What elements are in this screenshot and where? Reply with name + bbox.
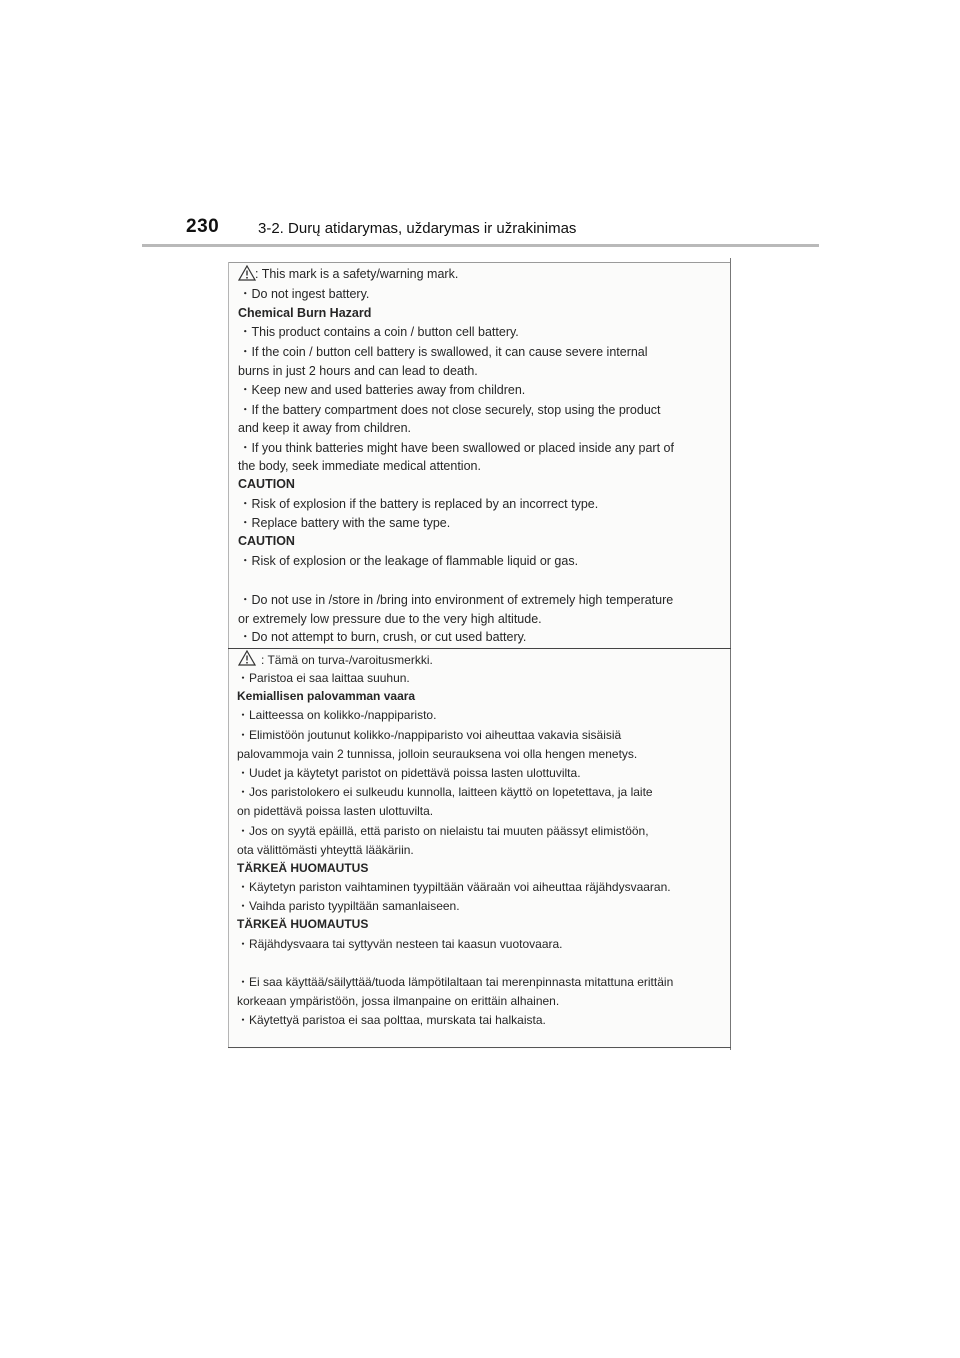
fi-heading: TÄRKEÄ HUOMAUTUS [237, 861, 369, 875]
page-number: 230 [186, 216, 220, 237]
fi-line: ・Käytetyn pariston vaihtaminen tyypiltään vääraän voi aiheuttaa räjähdysvaaran. [237, 880, 671, 894]
en-line: the body, seek immediate medical attention. [238, 459, 481, 473]
fi-line: ・Jos on syytä epäillä, että paristo on nielaistu tai muuten päässyt elimistöön, [237, 824, 649, 838]
fi-line: ・Uudet ja käytetyt paristot on pidettävä poissa lasten ulottuvilta. [237, 766, 581, 780]
fi-line: ・Jos paristolokero ei sulkeudu kunnolla, laitteen käyttö on lopetettava, ja laite [237, 785, 653, 799]
en-line: ・This product contains a coin / button cell battery. [239, 325, 519, 339]
en-line: ・Keep new and used batteries away from children. [239, 383, 526, 397]
header-rule [142, 244, 819, 247]
en-line: ・Do not attempt to burn, crush, or cut used battery. [239, 630, 527, 644]
fi-line: ・Käytettyä paristoa ei saa polttaa, murskata tai halkaista. [237, 1013, 546, 1027]
en-line: ・Risk of explosion if the battery is replaced by an incorrect type. [239, 497, 599, 511]
fi-line: ・Vaihda paristo tyypiltään samanlaiseen. [237, 899, 460, 913]
fi-line: ・Räjähdysvaara tai syttyvän nesteen tai kaasun vuotovaara. [237, 937, 563, 951]
warning-triangle-icon [238, 265, 256, 281]
label-border-left [228, 262, 229, 1048]
label-border-bottom [228, 1047, 731, 1048]
en-line: burns in just 2 hours and can lead to death. [238, 364, 478, 378]
en-line: ・If the coin / button cell battery is swallowed, it can cause severe internal [239, 345, 648, 359]
en-line: or extremely low pressure due to the very high altitude. [238, 612, 542, 626]
fi-line: on pidettävä poissa lasten ulottuvilta. [237, 804, 434, 818]
en-line: : This mark is a safety/warning mark. [255, 267, 459, 281]
en-line: ・If the battery compartment does not close securely, stop using the product [239, 403, 661, 417]
en-heading: Chemical Burn Hazard [238, 306, 372, 320]
en-line: ・Risk of explosion or the leakage of flammable liquid or gas. [239, 554, 579, 568]
en-heading: CAUTION [238, 477, 295, 491]
en-line: ・Do not ingest battery. [239, 287, 370, 301]
language-divider [228, 648, 731, 649]
fi-heading: Kemiallisen palovamman vaara [237, 689, 416, 703]
en-line: ・Replace battery with the same type. [239, 516, 451, 530]
fi-line: korkeaan ympäristöön, jossa ilmanpaine on erittäin alhainen. [237, 994, 560, 1008]
en-line: ・Do not use in /store in /bring into environment of extremely high temperature [239, 593, 674, 607]
fi-line: ・Ei saa käyttää/säilyttää/tuoda lämpötilaltaan tai merenpinnasta mitattuna erittäin [237, 975, 674, 989]
fi-line: : Tämä on turva-/varoitusmerkki. [261, 653, 433, 667]
warning-triangle-icon [238, 650, 256, 666]
fi-line: ota välittömästi yhteyttä lääkäriin. [237, 843, 414, 857]
fi-heading: TÄRKEÄ HUOMAUTUS [237, 917, 369, 931]
en-line: and keep it away from children. [238, 421, 412, 435]
en-heading: CAUTION [238, 534, 295, 548]
fi-line: ・Laitteessa on kolikko-/nappiparisto. [237, 708, 437, 722]
fi-line: ・Elimistöön joutunut kolikko-/nappiparisto voi aiheuttaa vakavia sisäisiä [237, 728, 622, 742]
label-border-top [228, 262, 731, 263]
fi-line: palovammoja vain 2 tunnissa, jolloin seurauksena voi olla hengen menetys. [237, 747, 638, 761]
label-border-right [730, 258, 731, 1050]
en-line: ・If you think batteries might have been swallowed or placed inside any part of [239, 441, 674, 455]
section-title: 3-2. Durų atidarymas, uždarymas ir užrakinimas [258, 220, 577, 237]
fi-line: ・Paristoa ei saa laittaa suuhun. [237, 671, 410, 685]
